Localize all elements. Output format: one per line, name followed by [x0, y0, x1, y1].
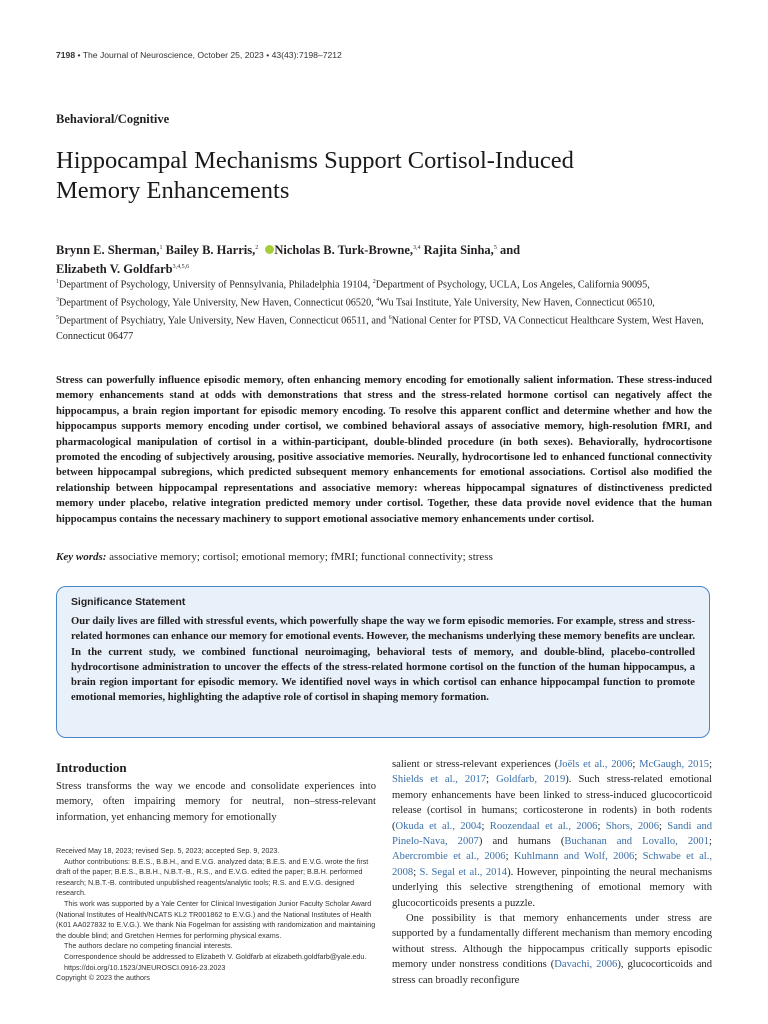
body-text: salient or stress-relevant experiences ( — [392, 759, 559, 770]
article-title — [56, 146, 716, 206]
body-text: ; — [597, 820, 606, 832]
doi-link[interactable]: https://doi.org/10.1523/JNEUROSCI.0916-23.2023 — [64, 962, 226, 972]
affiliation-sup: 1 — [56, 279, 59, 285]
citation-link[interactable]: Kuhlmann and Wolf, 2006 — [513, 851, 635, 863]
affiliation: Department of Psychiatry, Yale University, New Haven, Connecticut 06511, and — [59, 315, 389, 327]
intro-paragraph — [392, 757, 712, 911]
author-affiliation-sup: 2 — [255, 245, 259, 251]
correspondence-footnote: Correspondence should be addressed to Elizabeth V. Goldfarb at elizabeth.goldfarb@yale.edu. — [64, 951, 367, 961]
affiliation: Department of Psychology, UCLA, Los Angeles, California 90095, — [375, 279, 650, 291]
body-text: ), glucocorticoids and stress can broadly reconfigure — [392, 959, 712, 986]
affiliation: National Center for PTSD, VA Connecticut Healthcare System, West Haven, Connecticut 06477 — [56, 315, 704, 342]
citation-link[interactable]: Sandi and Pinelo-Nava, 2007 — [392, 820, 713, 848]
citation-link[interactable]: Roozendaal et al., 2006 — [489, 820, 598, 832]
affiliation-sup: 6 — [388, 314, 392, 321]
citation-link[interactable]: S. Segal et al., 2014 — [419, 866, 508, 878]
author-name: Nicholas B. Turk-Browne, — [274, 243, 414, 258]
abstract: Stress can powerfully influence episodic memory, often enhancing memory encoding for emotionally salient information. These stress-induced memory enhancements stand at odds with demonstrations that stress and the stress-related hormone cortisol can negatively affect the hippocampus, a brain region important for episodic memory encoding. To resolve this apparent conflict and determine whether and how the hippocampus supports memory encoding under cortisol, we combined behavioral assays of associative memory, high-resolution fMRI, and pharmacological manipulation of cortisol in a within-participant, double-blinded procedure (in both sexes). Behaviorally, hydrocortisone promoted the encoding of subjectively arousing, positive associative memories. Neurally, hydrocortisone led to enhanced functional connectivity between hippocampal subregions, which predicted subsequent memory enhancements for emotional associations. Cortisol also modified the relationship between hippocampal representations and associative memory: whereas hippocampal signatures of distinctiveness predicted memory under placebo, relative integration predicted memory under cortisol. Together, these data provide novel evidence that the human hippocampus contains the necessary machinery to support emotional associative memory enhancements under cortisol. — [56, 375, 712, 525]
keywords-list: associative memory; cortisol; emotional memory; fMRI; functional connectivity; stress — [109, 551, 493, 563]
article-footnotes — [56, 846, 376, 984]
author-conjunction: and — [499, 243, 521, 258]
keywords — [56, 551, 712, 563]
introduction-right-column — [392, 757, 712, 988]
body-text: ; — [505, 851, 514, 863]
author-affiliation-sup: 3,4 — [413, 245, 421, 251]
affiliation-sup: 3 — [56, 296, 59, 303]
citation-link[interactable]: Okuda et al., 2004 — [395, 820, 482, 832]
body-text: ; — [709, 759, 713, 770]
citation-link[interactable]: McGaugh, 2015 — [639, 759, 710, 770]
affiliations — [56, 275, 716, 344]
running-header — [56, 50, 342, 60]
author-affiliation-sup: 1 — [159, 245, 163, 251]
author-name: Rajita Sinha, — [423, 243, 494, 258]
affiliation: Department of Psychology, Yale University, New Haven, Connecticut 06520, — [59, 297, 377, 309]
page-number: 7198 — [56, 50, 76, 60]
affiliation: Department of Psychology, University of Pennsylvania, Philadelphia 19104, — [59, 279, 373, 291]
affiliation-sup: 4 — [376, 296, 380, 303]
citation-link[interactable]: Joëls et al., 2006 — [558, 759, 633, 770]
funding-footnote: This work was supported by a Yale Center for Clinical Investigation Junior Faculty Scholar Award (National Institutes of Health/NCATS KL2 TR001862 to E.V.G.) and the National Institutes of Health (K01 AA027832 to E.V.G.). We thank Nia Fogelman for assisting with randomization and maintaining the double blind; and Gretchen Hermes for performing physical exams. — [56, 898, 376, 940]
citation-link[interactable]: Goldfarb, 2019 — [496, 774, 566, 786]
body-text: ). Such stress-related emotional memory enhancements have been linked to stress-induced glucocorticoid release (cortisol in humans; corticosterone in rodents) in both rodents ( — [392, 774, 713, 832]
title-line-1: Hippocampal Mechanisms Support Cortisol-Induced — [56, 147, 574, 174]
citation-link[interactable]: Buchanan and Lovallo, 2001 — [564, 836, 710, 848]
body-text: ; — [413, 866, 420, 878]
competing-interests-footnote: The authors declare no competing financial interests. — [64, 941, 233, 951]
citation-link[interactable]: Abercrombie et al., 2006 — [392, 851, 506, 863]
intro-paragraph — [392, 911, 712, 988]
dates-footnote: Received May 18, 2023; revised Sep. 5, 2023; accepted Sep. 9, 2023. — [56, 846, 280, 855]
title-line-2: Memory Enhancements — [56, 177, 290, 204]
introduction-left-column: Stress transforms the way we encode and consolidate experiences into memory, often impairing memory for neutral, non–stress-relevant information, yet enhancing memory for emotionally — [56, 781, 376, 823]
body-text: ; — [709, 836, 712, 848]
journal-citation: • The Journal of Neuroscience, October 25, 2023 • 43(43):7198–7212 — [77, 50, 342, 60]
introduction-heading: Introduction — [56, 760, 127, 775]
affiliation: Wu Tsai Institute, Yale University, New Haven, Connecticut 06510, — [379, 297, 655, 309]
affiliation-sup: 5 — [56, 314, 59, 321]
citation-link[interactable]: Schwabe et al., 2008 — [392, 851, 713, 878]
citation-link[interactable]: Shors, 2006 — [605, 820, 660, 832]
body-text: ) and humans ( — [478, 836, 565, 848]
body-text: ). However, pinpointing the neural mechanisms underlying this selective strengthening of emotional memory with glucocorticoids presents a puzzle. — [392, 866, 712, 909]
author-affiliation-sup: 5 — [493, 245, 497, 251]
body-text: ; — [486, 774, 497, 786]
significance-body: Our daily lives are filled with stressful events, which powerfully shape the way we form episodic memories. For example, stress and stress-related hormones can enhance our memory for emotional events. However, the mechanisms underlying these memory benefits are unclear. In the current study, we combined functional neuroimaging, behavioral tests of memory, and double-blind, placebo-controlled hydrocortisone administration to uncover the effects of the stress-related hormone cortisol on the function of the human hippocampus, a brain region important for episodic memory. We identified novel ways in which cortisol can enhance hippocampal function to promote emotional memories, highlighting the adaptive role of cortisol in shaping memory formation. — [71, 616, 695, 704]
affiliation-sup: 2 — [372, 279, 376, 285]
body-text: ; — [632, 759, 640, 770]
author-name: Elizabeth V. Goldfarb — [56, 262, 173, 277]
citation-link[interactable]: Davachi, 2006 — [554, 959, 618, 971]
body-text: ; — [659, 820, 668, 832]
author-name: Brynn E. Sherman, — [56, 243, 160, 258]
section-label: Behavioral/Cognitive — [56, 112, 170, 126]
citation-link[interactable]: Shields et al., 2017 — [392, 774, 487, 786]
copyright-footnote: Copyright © 2023 the authors — [56, 973, 150, 983]
body-text: One possibility is that memory enhancements under stress are supported by a fundamentally different mechanism than memory encoding without stress. Although the hippocampus critically supports episodic memory under nonstress conditions ( — [392, 913, 712, 971]
author-name: Bailey B. Harris, — [165, 243, 256, 258]
significance-statement-box — [56, 586, 710, 738]
body-text: ; — [481, 820, 490, 832]
orcid-icon[interactable] — [265, 245, 274, 254]
contributions-footnote: Author contributions: B.E.S., B.B.H., and E.V.G. analyzed data; B.E.S. and E.V.G. wrote the first draft of the paper; B.E.S., B.B.H., N.B.T.-B., R.S., and E.V.G. edited the paper; B.B.H. performed research; N.B.T.-B. contributed unpublished reagents/analytic tools; R.S. and E.V.G. designed research. — [56, 856, 369, 898]
body-text: ; — [634, 851, 643, 863]
author-list — [56, 240, 716, 278]
keywords-label: Key words: — [56, 551, 107, 563]
significance-title: Significance Statement — [71, 597, 186, 608]
author-affiliation-sup: 3,4,5,6 — [172, 264, 190, 271]
